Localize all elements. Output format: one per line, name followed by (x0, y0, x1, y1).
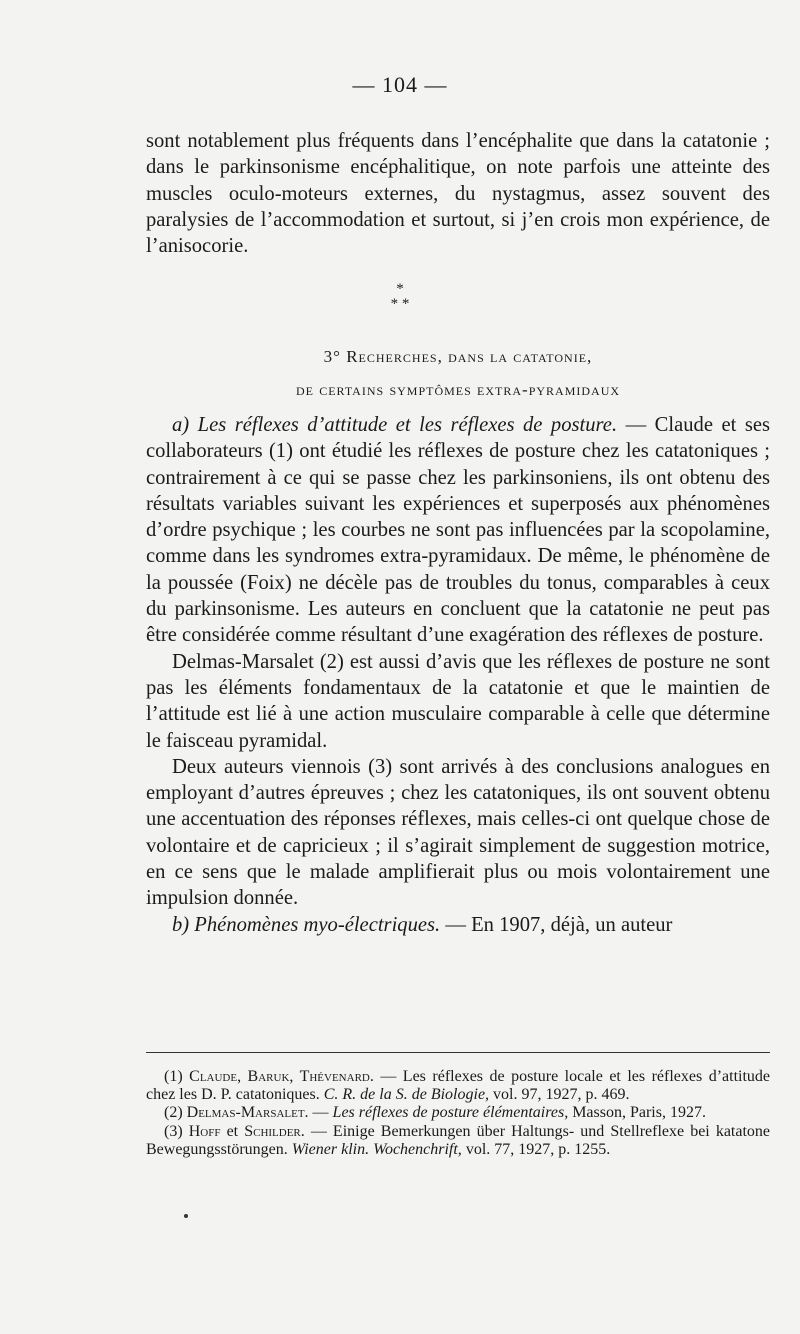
ink-speck (184, 1214, 188, 1218)
section-heading-line-1: 3° Recherches, dans la catatonie, (323, 347, 593, 366)
paragraph-myo-electric (146, 912, 770, 938)
footnote-text: et (220, 1122, 245, 1140)
footnote-tail: vol. 77, 1927, p. 1255. (461, 1140, 611, 1158)
paragraph-text: Deux auteurs viennois (3) sont arrivés à des conclusions analogues en employant d’autres épreuves ; chez les catatoniques, ils ont souvent obtenu une accentuation des réponses réflexes, mais celles-ci ont quelque chose de volontaire et de capricieux ; il s’agirait simplement de suggestion motrice, en ce sens que le malade amplifierait plus ou mois volontairement une impulsion donnée. (146, 755, 770, 910)
footnote-authors: Hoff (188, 1122, 221, 1140)
footnote-2 (146, 1104, 770, 1122)
paragraph-viennese-authors (146, 754, 770, 912)
footnote-journal: Wiener klin. Wochenchrift, (291, 1140, 462, 1158)
footnote-3 (146, 1123, 770, 1159)
footnote-journal: Les réflexes de posture élémentaires, (332, 1104, 569, 1122)
footnote-tail: Masson, Paris, 1927. (568, 1104, 706, 1122)
footnote-number: (3) (164, 1122, 183, 1140)
footnote-divider (146, 1052, 770, 1053)
footnote-authors: Delmas-Marsalet. (186, 1104, 309, 1122)
paragraph-delmas-marsalet (146, 649, 770, 754)
section-heading (146, 340, 770, 406)
asterism-top: * (396, 281, 404, 297)
footnote-number: (1) (164, 1068, 183, 1085)
page-number: — 104 — (352, 72, 448, 97)
paragraph-text: sont notablement plus fréquents dans l’encéphalite que dans la catatonie ; dans le parkinsonisme encéphalitique, on note parfois une atteinte des muscles oculo-moteurs externes, du nystagmus, assez souvent des paralysies de l’accommodation et surtout, si j’en crois mon expérience, de l’anisocorie. (146, 130, 770, 258)
footnote-authors-2: Schilder. (244, 1122, 305, 1140)
footnote-number: (2) (164, 1104, 183, 1122)
footnotes (146, 1068, 770, 1159)
footnote-text: — (308, 1104, 333, 1122)
footnote-text: — Les réflexes de posture locale et les réflexes d’attitude chez les D. P. catatoniques. (146, 1068, 771, 1104)
opening-paragraph (146, 128, 770, 259)
footnote-text-2: — Einige Bemerkungen über Haltungs- und Stellreflexe bei katatone Bewegungsstörungen. (146, 1122, 771, 1158)
paragraph-lead: a) Les réflexes d’attitude et les réflexes de posture. (172, 414, 618, 436)
paragraph-reflexes (146, 412, 770, 649)
paragraph-text: Delmas-Marsalet (2) est aussi d’avis que les réflexes de posture ne sont pas les éléments fondamentaux de la catatonie et que le maintien de l’attitude est lié à une action musculaire comparable à celle que détermine le faisceau pyramidal. (146, 650, 770, 752)
asterism (0, 282, 800, 312)
footnote-tail: vol. 97, 1927, p. 469. (489, 1086, 630, 1104)
main-text (146, 412, 770, 938)
footnote-authors: Claude, Baruk, Thévenard. (189, 1068, 374, 1085)
footnote-journal: C. R. de la S. de Biologie, (323, 1086, 490, 1104)
footnote-1 (146, 1068, 770, 1104)
asterism-bottom: * * (390, 296, 410, 312)
section-heading-line-2: de certains symptômes extra-pyramidaux (295, 380, 621, 399)
paragraph-text: — En 1907, déjà, un auteur (440, 913, 673, 936)
paragraph-text: — Claude et ses collaborateurs (1) ont étudié les réflexes de posture chez les catatoniques ; contrairement à ce qui se passe chez les parkinsoniens, ils ont obtenu des résultats variables suivant les expériences et superposés aux phénomènes d’ordre psychique ; les courbes ne sont pas influencées par la scopolamine, comme dans les syndromes extra-pyramidaux. De même, le phénomène de la poussée (Foix) ne décèle pas de troubles du tonus, comparables à ceux du parkinsonisme. Les auteurs en concluent que la catatonie ne peut pas être considérée comme résultant d’une exagération des réflexes de posture. (146, 414, 770, 647)
paragraph-lead: b) Phénomènes myo-électriques. (172, 913, 441, 936)
